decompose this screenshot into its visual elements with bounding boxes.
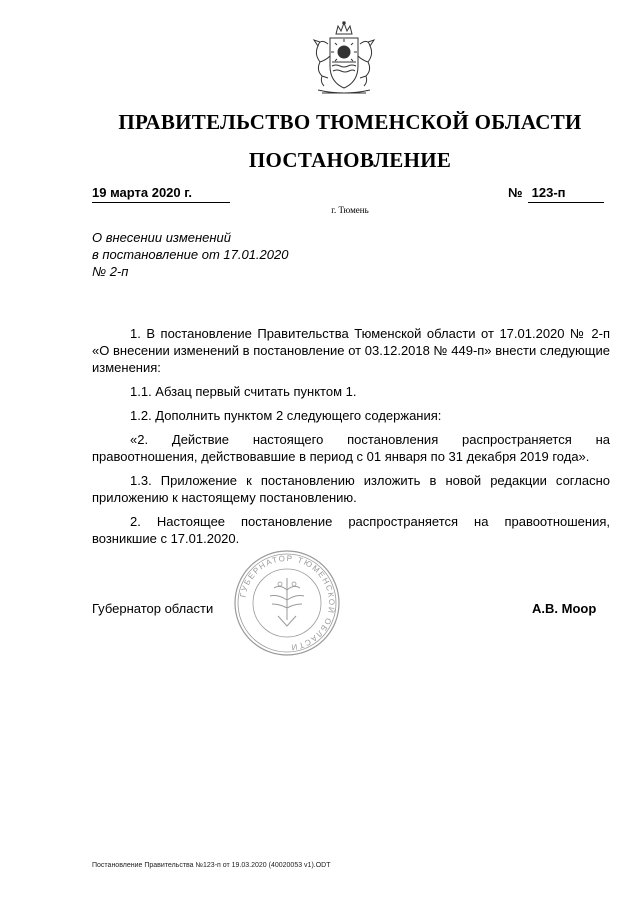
signatory-title: Губернатор области	[92, 601, 214, 616]
coat-of-arms-icon	[300, 20, 388, 98]
document-date: 19 марта 2020 г.	[92, 185, 230, 203]
number-sign: №	[508, 185, 523, 200]
government-title: ПРАВИТЕЛЬСТВО ТЮМЕНСКОЙ ОБЛАСТИ	[118, 110, 582, 134]
body-paragraph: 1. В постановление Правительства Тюменской области от 17.01.2020 № 2-п «О внесении изменений в постановление от 03.12.2018 № 449-п» внести следующие изменения:	[92, 326, 610, 375]
body-paragraph: «2. Действие настоящего постановления распространяется на правоотношения, действовавшие в период с 01 января по 31 декабря 2019 года».	[92, 432, 610, 464]
document-body	[92, 325, 610, 547]
document-type: ПОСТАНОВЛЕНИЕ	[248, 148, 452, 172]
document-number-value: 123-п	[531, 185, 566, 200]
subject-line: в постановление от 17.01.2020	[92, 247, 289, 262]
body-paragraph: 1.3. Приложение к постановлению изложить в новой редакции согласно приложению к настоящему постановлению.	[92, 473, 610, 505]
document-footer: Постановление Правительства №123-п от 19.03.2020 (40020053 v1).ODT	[92, 862, 331, 869]
seal-text: ГУБЕРНАТОР ТЮМЕНСКОЙ ОБЛАСТИ	[238, 553, 337, 652]
signatory-name: А.В. Моор	[532, 601, 597, 616]
document-subject	[92, 229, 352, 280]
body-paragraph: 1.1. Абзац первый считать пунктом 1.	[130, 384, 357, 399]
subject-line: № 2-п	[92, 264, 129, 279]
subject-line: О внесении изменений	[92, 230, 231, 245]
official-seal-icon	[232, 548, 342, 658]
body-paragraph: 2. Настоящее постановление распространяется на правоотношения, возникшие с 17.01.2020.	[92, 514, 610, 546]
city-label: г. Тюмень	[331, 205, 369, 215]
body-paragraph: 1.2. Дополнить пунктом 2 следующего содержания:	[130, 408, 442, 423]
document-number	[528, 185, 604, 203]
